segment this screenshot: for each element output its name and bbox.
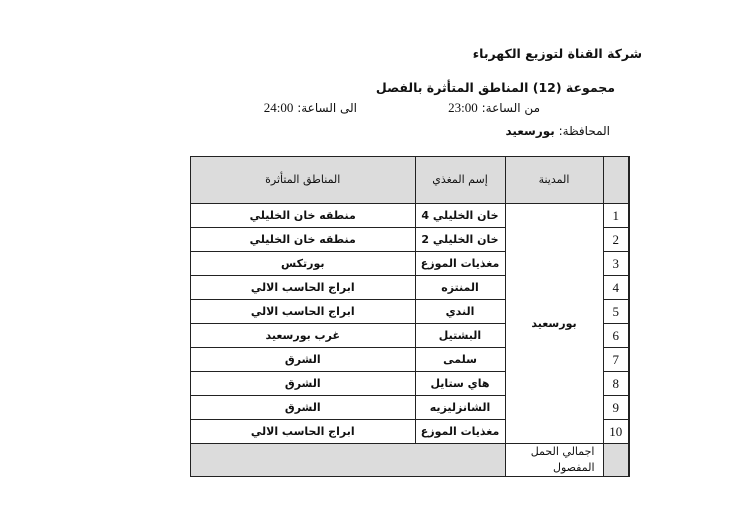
to-time: 24:00: [263, 100, 294, 115]
total-blank-cell: [603, 444, 629, 477]
header-areas: المناطق المتأثرة: [191, 157, 416, 204]
affected-area: ابراج الحاسب الالي: [191, 300, 416, 324]
feeder-name: خان الخليلي 4: [415, 204, 505, 228]
affected-area: بورتكس: [191, 252, 416, 276]
group-title: مجموعة (12) المناطق المتأثرة بالفصل: [375, 80, 615, 95]
from-time: 23:00: [448, 100, 478, 115]
row-number: 2: [603, 228, 629, 252]
row-number: 9: [603, 396, 629, 420]
row-number: 10: [603, 420, 629, 444]
feeder-name: مغذيات الموزع: [415, 252, 505, 276]
row-number: 3: [603, 252, 629, 276]
governorate-label: المحافظة:: [558, 124, 610, 138]
affected-area: منطقه خان الخليلي: [191, 228, 416, 252]
row-number: 6: [603, 324, 629, 348]
from-time-line: [448, 100, 540, 116]
row-number: 4: [603, 276, 629, 300]
total-load-value: [191, 444, 506, 477]
row-number: 5: [603, 300, 629, 324]
row-number: 7: [603, 348, 629, 372]
from-label: من الساعة:: [481, 101, 540, 115]
header-city: المدينة: [505, 157, 603, 204]
header-number: [603, 157, 629, 204]
total-row: [191, 444, 630, 477]
feeder-name: البشتيل: [415, 324, 505, 348]
feeder-name: مغذيات الموزع: [415, 420, 505, 444]
governorate-line: [505, 124, 610, 138]
company-name: شركة القناة لتوزيع الكهرباء: [472, 46, 642, 61]
to-time-line: [264, 100, 357, 116]
feeder-name: الندي: [415, 300, 505, 324]
governorate-value: بورسعيد: [505, 124, 555, 138]
affected-area: الشرق: [191, 348, 416, 372]
header-feeder: إسم المغذي: [415, 157, 505, 204]
row-number: 1: [603, 204, 629, 228]
affected-areas-table: [190, 156, 630, 477]
affected-area: ابراج الحاسب الالي: [191, 420, 416, 444]
table-row: [191, 204, 630, 228]
table-header-row: [191, 157, 630, 204]
affected-area: غرب بورسعيد: [191, 324, 416, 348]
feeder-name: خان الخليلي 2: [415, 228, 505, 252]
feeder-name: المنتزه: [415, 276, 505, 300]
affected-area: منطقه خان الخليلي: [191, 204, 416, 228]
feeder-name: الشانزليزيه: [415, 396, 505, 420]
affected-area: ابراج الحاسب الالي: [191, 276, 416, 300]
to-label: الى الساعة:: [297, 101, 357, 115]
affected-area: الشرق: [191, 396, 416, 420]
affected-area: الشرق: [191, 372, 416, 396]
city-cell: بورسعيد: [505, 204, 603, 444]
feeder-name: سلمى: [415, 348, 505, 372]
feeder-name: هاي ستايل: [415, 372, 505, 396]
total-load-label: اجمالي الحمل المفصول: [505, 444, 603, 477]
row-number: 8: [603, 372, 629, 396]
